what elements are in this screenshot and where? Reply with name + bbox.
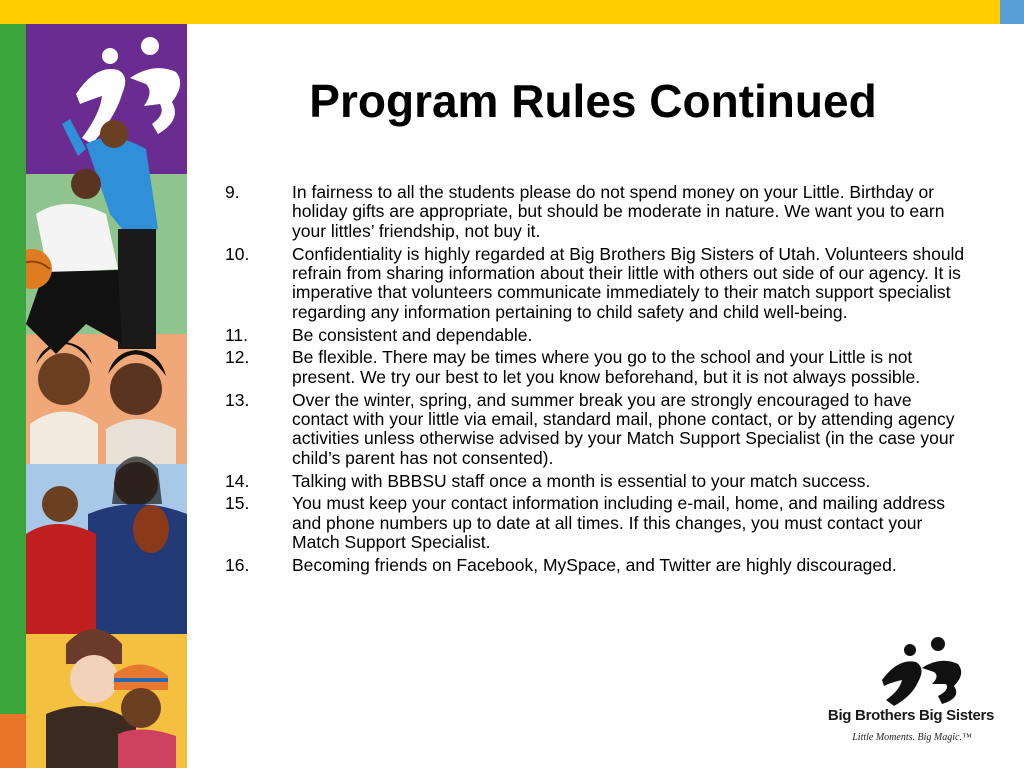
logo-wordmark: Big Brothers Big Sisters	[827, 707, 995, 724]
bbbs-logo	[822, 636, 1000, 748]
bbbs-logo-figures-icon	[822, 636, 1000, 706]
list-text: You must keep your contact information including e-mail, home, and mailing address and phone numbers up to date at all times. If this changes, you must contact your Match Support Specialist.	[292, 493, 946, 553]
list-item	[225, 326, 970, 345]
photo-collage	[26, 24, 187, 768]
list-number: 16.	[225, 555, 250, 576]
list-item	[225, 556, 970, 575]
list-item	[225, 472, 970, 491]
list-number: 12.	[225, 347, 250, 368]
rules-list	[225, 183, 970, 579]
list-text: Be flexible. There may be times where you go to the school and your Little is not present. We try our best to let you know beforehand, but it is not always possible.	[292, 347, 921, 387]
list-number: 14.	[225, 470, 250, 491]
list-text: In fairness to all the students please do not spend money on your Little. Birthday or holiday gifts are appropriate, but should be moderate in nature. We want you to earn your littles’ friendship, not buy it.	[292, 182, 945, 241]
list-text: Becoming friends on Facebook, MySpace, and Twitter are highly discouraged.	[292, 555, 897, 576]
list-item	[225, 494, 970, 552]
list-item	[225, 348, 970, 387]
list-number: 10.	[225, 243, 250, 264]
list-item	[225, 245, 970, 323]
list-text: Over the winter, spring, and summer break you are strongly encouraged to have contact with your little via email, standard mail, phone contact, or by attending agency activities unless otherwise advised by your Match Support Specialist (in the case your child’s parent has not consented).	[292, 389, 955, 468]
list-item	[225, 183, 970, 241]
list-text: Talking with BBBSU staff once a month is essential to your match success.	[292, 470, 871, 491]
list-number: 13.	[225, 389, 250, 410]
page-title: Program Rules Continued	[309, 75, 877, 127]
top-accent-bar	[26, 0, 1000, 24]
list-number: 9.	[225, 182, 240, 202]
list-item	[225, 391, 970, 469]
list-number: 15.	[225, 493, 250, 514]
logo-tagline: Little Moments. Big Magic.™	[852, 732, 972, 743]
winter-hats-photo	[46, 629, 176, 768]
two-women-photo	[30, 342, 176, 464]
list-text: Confidentiality is highly regarded at Big Brothers Big Sisters of Utah. Volunteers should refrain from sharing information about their little with others out side of our agency. It is imperative that volunteers communicate immediately to their match support specialist regarding any information pertaining to child safety and child well-being.	[292, 243, 965, 322]
man-football-photo	[26, 457, 187, 635]
left-color-stripe	[0, 0, 26, 768]
list-text: Be consistent and dependable.	[292, 324, 533, 345]
bbbs-figures-icon	[76, 37, 180, 144]
top-accent-cap	[1000, 0, 1024, 24]
list-number: 11.	[225, 324, 249, 345]
